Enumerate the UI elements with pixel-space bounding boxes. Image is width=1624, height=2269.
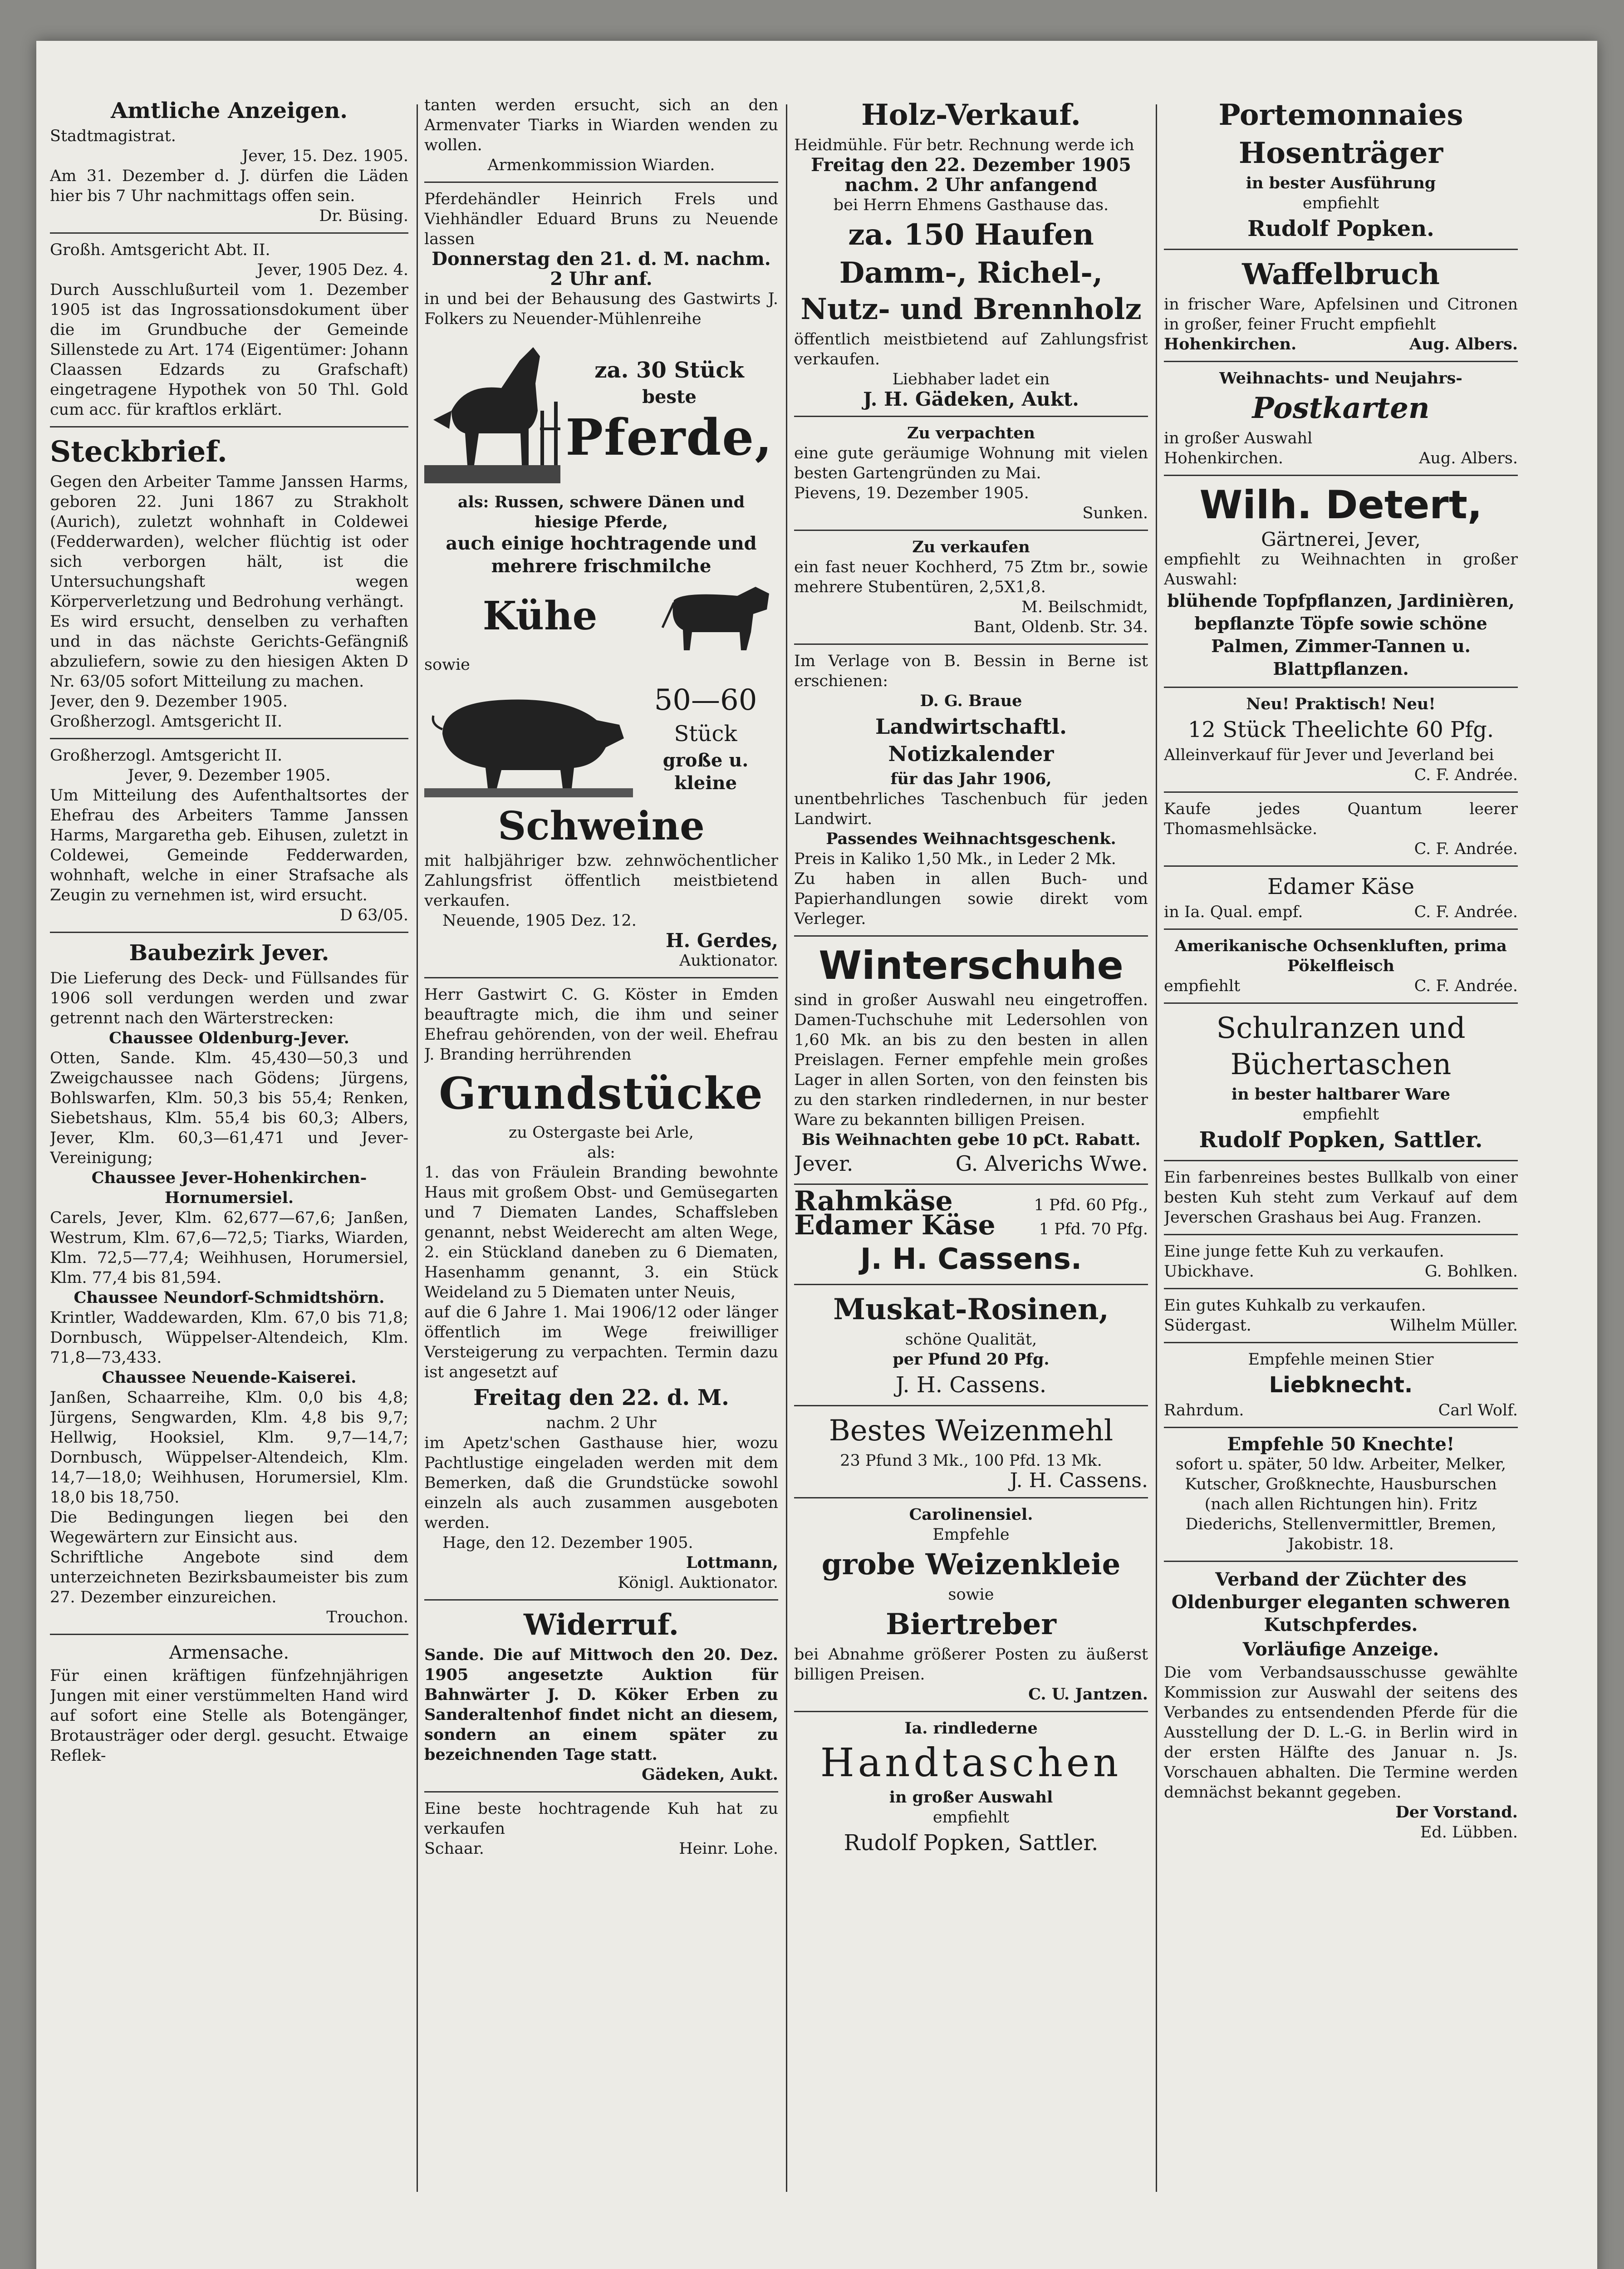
bull-row: [1164, 1400, 1518, 1420]
horse-text: [560, 355, 778, 467]
cow-illustration: [656, 578, 778, 655]
divider: [794, 1184, 1148, 1185]
divider: [1164, 1288, 1518, 1289]
divider: [424, 1791, 778, 1793]
raisins-title: Muskat-Rosinen,: [833, 1292, 1109, 1326]
book-description: unentbehrliches Taschenbuch für jeden Landwirt.: [794, 790, 1148, 828]
waffles-body: in frischer Ware, Apfelsinen und Citronen in großer, feiner Frucht empfiehlt: [1164, 295, 1518, 334]
postcards-title: Postkarten: [1252, 391, 1430, 425]
revocation-body: Sande. Die auf Mittwoch den 20. Dez. 1905 angesetzte Auktion für Bahnwärter J. D. Köker Erben zu Sanderaltenhof findet nicht an diesem, sondern an einem später zu bezeichnenden Tage statt.: [424, 1645, 778, 1764]
divider: [1164, 1234, 1518, 1235]
divider: [794, 1284, 1148, 1285]
flour-title: Bestes Weizenmehl: [829, 1414, 1114, 1448]
auction-intro: Pferdehändler Heinrich Frels und Viehhändler Eduard Bruns zu Neuende lassen: [424, 190, 778, 248]
edam-body: in Ia. Qual. empf.: [1164, 903, 1303, 921]
notice-body: Für einen kräftigen fünfzehnjährigen Jungen mit einer verstümmelten Hand wird auf sofort eine Stelle als Botengänger, Brotausträger oder dergl. gesucht. Etwaige Reflek-: [50, 1667, 408, 1765]
horse-illustration: [424, 329, 560, 492]
pig-text: [633, 680, 778, 796]
meat-title: Amerikanische Ochsenkluften, prima Pökelfleisch: [1175, 937, 1507, 975]
wood-sale-terms: öffentlich meistbietend auf Zahlungsfrist verkaufen.: [794, 330, 1148, 368]
flour-signature: J. H. Cassens.: [1010, 1469, 1148, 1492]
notice-body: Schriftliche Angebote sind dem unterzeichneten Bezirksbaumeister bis zum 27. Dezember einzureichen.: [50, 1548, 408, 1606]
lease-body: im Apetz'schen Gasthause hier, wozu Pachtlustige eingeladen werden mit dem Bemerken, daß die Grundstücke sowohl einzeln als auch zusammen ausgeboten werden.: [424, 1434, 778, 1532]
wood-sale-intro: Heidmühle. Für betr. Rechnung werde ich: [794, 136, 1134, 154]
book-intro: Im Verlage von B. Bessin in Berne ist erschienen:: [794, 652, 1148, 690]
wood-sale-date: Freitag den 22. Dezember 1905 nachm. 2 Uhr anfangend: [810, 154, 1131, 196]
book-gift: Passendes Weihnachtsgeschenk.: [826, 830, 1116, 848]
rent-body: eine gute geräumige Wohnung mit vielen besten Gartengründen zu Mai.: [794, 444, 1148, 482]
sale-location: Schaar.: [424, 1840, 484, 1858]
book-author: D. G. Braue: [920, 692, 1022, 710]
postcards-name: Aug. Albers.: [1419, 449, 1518, 467]
edam-title: Edamer Käse: [1267, 874, 1415, 899]
edam-signature: C. F. Andrée.: [1414, 903, 1518, 921]
candles-title: 12 Stück Theelichte 60 Pfg.: [1187, 717, 1494, 742]
cows-heading: Kühe: [482, 593, 598, 639]
breeders-title: Verband der Züchter des Oldenburger eleganten schweren Kutschpferdes.: [1171, 1569, 1511, 1635]
pig-count: 50—60: [654, 683, 757, 717]
horse-quality: beste: [642, 386, 697, 408]
edam-row: [1164, 902, 1518, 922]
calf-sale-row: [1164, 1316, 1518, 1336]
lease-location: zu Ostergaste bei Arle,: [509, 1124, 694, 1142]
candles-body: Alleinverkauf für Jever und Jeverland bei: [1164, 746, 1494, 764]
pig-illustration: [424, 675, 633, 802]
nursery-title: Wilh. Detert,: [1199, 482, 1482, 528]
notice-body: Die Lieferung des Deck- und Füllsandes für 1906 soll verdungen werden und zwar getrennt nach den Wärterstrecken:: [50, 969, 408, 1027]
waffles-signature-row: [1164, 334, 1518, 354]
candles-head: Neu! Praktisch! Neu!: [1246, 695, 1436, 713]
postcards-head: Weihnachts- und Neujahrs-: [1219, 369, 1462, 388]
labor-body: sofort u. später, 50 ldw. Arbeiter, Melker, Kutscher, Großknechte, Hausburschen (nach allen Richtungen hin). Fritz Diederichs, Stellenvermittler, Bremen, Jakobistr. 18.: [1175, 1455, 1506, 1553]
bull-location: Rahrdum.: [1164, 1401, 1244, 1419]
divider: [1164, 249, 1518, 250]
lease-time: nachm. 2 Uhr: [546, 1414, 657, 1432]
book-availability: Zu haben in allen Buch- und Papierhandlungen sowie direkt vom Verleger.: [794, 870, 1148, 928]
candles-signature: C. F. Andrée.: [1414, 766, 1518, 784]
divider: [50, 1634, 408, 1635]
wallets-signature: Rudolf Popken.: [1247, 216, 1434, 241]
bull-name: Carl Wolf.: [1438, 1401, 1518, 1419]
divider: [424, 1599, 778, 1601]
calf-sale-name: Wilhelm Müller.: [1390, 1316, 1518, 1335]
shoes-body: sind in großer Auswahl neu eingetroffen. Damen-Tuchschuhe mit Ledersohlen von 1,60 Mk. an bis zu den besten in allen Preislagen. Ferner empfehle mein großes Lager in allen Sorten, von den feinsten bis zu den starken rindledernen, in nur bester Ware zu bekannten billigen Preisen.: [794, 991, 1148, 1129]
auction-date: Donnerstag den 21. d. M. nachm. 2 Uhr anf.: [432, 248, 771, 290]
notice-body: Um Mitteilung des Aufenthaltsortes der Ehefrau des Arbeiters Tamme Janssen Harms, Margaretha geb. Eihusen, zuletzt in Coldewei, Gemeinde Fedderwarden, wohnhaft, welche in einer Strafsache als Zeugin zu vernehmen ist, wird ersucht.: [50, 786, 408, 904]
lease-date-line: Hage, den 12. Dezember 1905.: [442, 1534, 693, 1552]
calf-body: Ein farbenreines bestes Bullkalb von einer besten Kuh steht zum Verkauf auf dem Jeverschen Grashaus bei Aug. Franzen.: [1164, 1169, 1518, 1227]
horse-heading: Pferde,: [565, 408, 773, 467]
bull-body: Empfehle meinen Stier: [1248, 1351, 1434, 1369]
meat-signature: C. F. Andrée.: [1414, 977, 1518, 995]
road-list: Otten, Sande. Klm. 45,430—50,3 und Zweigchaussee nach Gödens; Jürgens, Bohlswarfen, Klm. 50,3 bis 55,4; Renken, Siebetshaus, Klm. 55,4 bis 60,3; Albers, Jever, Klm. 60,3—61,471 und Jever-Vereinigung;: [50, 1049, 408, 1167]
cheese-row-2: [794, 1209, 1148, 1241]
bags-title: Handtaschen: [820, 1740, 1122, 1786]
pig-sizes: große u. kleine: [662, 750, 749, 794]
waffles-name: Aug. Albers.: [1409, 335, 1518, 354]
divider: [1164, 687, 1518, 688]
cheese-price: 1 Pfd. 70 Pfg.: [1039, 1220, 1148, 1238]
bull-title: Liebknecht.: [1269, 1372, 1413, 1398]
revocation-title: Widerruf.: [523, 1608, 679, 1642]
road-heading: Chaussee Jever-Hohenkirchen-Hornumersiel.: [91, 1169, 367, 1207]
lease-items: 1. das von Fräulein Branding bewohnte Haus mit großem Obst- und Gemüsegarten und 7 Diematen Landes, Schaffsleben genannt, nebst Weiderecht am alten Wege, 2. ein Stückland daneben zu 6 Diematen, Hasenhamm genannt, 3. ein Stück Weideland zu 5 Diematen unter Neuis,: [424, 1164, 778, 1301]
divider: [794, 643, 1148, 645]
wood-sale-invite: Liebhaber ladet ein: [892, 370, 1050, 388]
divider: [424, 977, 778, 978]
column-2: [424, 95, 778, 2192]
meat-empfiehlt: empfiehlt: [1164, 977, 1241, 995]
breeders-body: Die vom Verbandsausschusse gewählte Kommission zur Auswahl der seitens des Verbandes zu entsendenden Pferde für die Ausstellung der D. L.-G. in Berlin wird in der ersten Hälfte des Januar n. Js. Vorschauen abhalten. Die Termine werden demnächst bekannt gegeben.: [1164, 1664, 1518, 1802]
lease-als: als:: [587, 1144, 615, 1162]
divider: [1164, 791, 1518, 793]
warrant-title: Steckbrief.: [50, 435, 227, 469]
postcards-signature-row: [1164, 448, 1518, 468]
horse-count: za. 30 Stück: [594, 358, 744, 383]
calf-sale-body: Ein gutes Kuhkalb zu verkaufen.: [1164, 1297, 1426, 1315]
lease-terms: auf die 6 Jahre 1. Mai 1906/12 oder länger öffentlich im Wege freiwilliger Versteigerung zu verpachten. Termin dazu ist angesetzt auf: [424, 1303, 778, 1381]
satchels-title: Schulranzen und Büchertaschen: [1216, 1012, 1466, 1081]
waffles-location: Hohenkirchen.: [1164, 335, 1297, 354]
auction-date-line: Neuende, 1905 Dez. 12.: [442, 912, 637, 930]
calf-sale-location: Südergast.: [1164, 1316, 1251, 1335]
wood-sale-location: bei Herrn Ehmens Gasthause das.: [833, 196, 1109, 214]
waffles-title: Waffelbruch: [1242, 257, 1440, 291]
notice-body: Durch Ausschlußurteil vom 1. Dezember 1905 ist das Ingrossationsdokument über die im Grundbuche der Gemeinde Sillenstede zu Art. 174 (Eigentümer: Johann Claassen Edzards zu Grafschaft) eingetragene Hypothek von 50 Thl. Gold cum acc. für kraftlos erklärt.: [50, 281, 408, 419]
auction-terms: mit halbjähriger bzw. zehnwöchentlicher Zahlungsfrist öffentlich meistbietend verkaufen.: [424, 852, 778, 910]
bags-selection: in großer Auswahl: [889, 1788, 1053, 1807]
cow-sale-name: G. Bohlken.: [1424, 1262, 1518, 1281]
shoes-offer: Bis Weihnachten gebe 10 pCt. Rabatt.: [801, 1130, 1141, 1149]
lease-date: Freitag den 22. d. M.: [473, 1385, 729, 1410]
horse-section: [424, 329, 778, 492]
pig-unit: Stück: [674, 721, 737, 747]
nursery-items: blühende Topfpflanzen, Jardinièren, bepflanzte Töpfe sowie schöne Palmen, Zimmer-Tannen u. Blattpflanzen.: [1167, 590, 1515, 679]
shoes-signature-row: [794, 1150, 1148, 1177]
wallets-quality: in bester Ausführung: [1246, 174, 1436, 192]
labor-title: Empfehle 50 Knechte!: [1227, 1434, 1455, 1455]
satchels-signature: Rudolf Popken, Sattler.: [1199, 1127, 1483, 1153]
book-price: Preis in Kaliko 1,50 Mk., in Leder 2 Mk.: [794, 850, 1116, 868]
bran-title-2: Biertreber: [885, 1607, 1057, 1641]
notice-issuer: Stadtmagistrat.: [50, 127, 176, 145]
notice-issuer: Großherzogl. Amtsgericht II.: [50, 747, 283, 765]
bran-signature: C. U. Jantzen.: [1028, 1685, 1148, 1704]
horse-breeds: als: Russen, schwere Dänen und hiesige Pferde,: [457, 493, 745, 531]
cheese-name: Edamer Käse: [794, 1209, 996, 1241]
bags-signature: Rudolf Popken, Sattler.: [844, 1830, 1099, 1856]
column-1: [50, 95, 408, 2192]
satchels-quality: in bester haltbarer Ware: [1231, 1085, 1451, 1104]
breeders-name: Ed. Lübben.: [1420, 1823, 1518, 1842]
notice-issuer: Großh. Amtsgericht Abt. II.: [50, 241, 270, 259]
divider: [794, 530, 1148, 531]
column-divider: [417, 104, 418, 2192]
nursery-body: empfiehlt zu Weihnachten in großer Auswahl:: [1164, 550, 1518, 589]
nursery-subtitle: Gärtnerei, Jever,: [1261, 528, 1421, 550]
auctioneer-role: Königl. Auktionator.: [618, 1574, 778, 1592]
lease-heading: Grundstücke: [439, 1068, 764, 1119]
notice-body: tanten werden ersucht, sich an den Armenvater Tiarks in Wiarden wenden zu wollen.: [424, 96, 778, 154]
divider: [1164, 475, 1518, 476]
notice-date: Jever, 15. Dez. 1905.: [242, 147, 408, 165]
divider: [1164, 1427, 1518, 1428]
cheese-signature: J. H. Cassens.: [860, 1243, 1082, 1276]
column-4: [1164, 95, 1518, 2192]
book-title: Landwirtschaftl. Notizkalender: [875, 714, 1067, 766]
sale-name: Heinr. Lohe.: [679, 1840, 778, 1858]
section-title: Armensache.: [169, 1642, 289, 1663]
sale-signature-row: [424, 1839, 778, 1859]
divider: [794, 1711, 1148, 1712]
road-heading: Chaussee Oldenburg-Jever.: [109, 1029, 349, 1047]
wood-sale-count: za. 150 Haufen: [848, 218, 1094, 252]
warrant-date: Jever, den 9. Dezember 1905.: [50, 692, 288, 711]
shoes-name: G. Alverichs Wwe.: [955, 1151, 1148, 1176]
pig-section: [424, 675, 778, 802]
divider: [1164, 361, 1518, 362]
section-title: Amtliche Anzeigen.: [111, 98, 348, 123]
newspaper-page: [36, 41, 1597, 2269]
cheese-name: Rahmkäse: [794, 1185, 953, 1217]
bran-location: Carolinensiel.: [909, 1505, 1033, 1524]
lease-intro: Herr Gastwirt C. G. Köster in Emden beauftragte mich, die ihm und seiner Ehefrau gehörenden, von der weil. Ehefrau J. Branding herrührenden: [424, 986, 778, 1064]
bran-empfehle: Empfehle: [932, 1526, 1010, 1544]
cow-section: [424, 578, 778, 655]
shoes-title: Winterschuhe: [819, 943, 1124, 988]
divider: [1164, 865, 1518, 867]
auctioneer-name: H. Gerdes,: [665, 929, 778, 952]
auction-location: in und bei der Behausung des Gastwirts J. Folkers zu Neuender-Mühlenreihe: [424, 290, 778, 328]
section-title: Baubezirk Jever.: [129, 940, 329, 966]
divider: [1164, 928, 1518, 930]
wood-sale-title: Holz-Verkauf.: [861, 98, 1081, 132]
bags-quality: Ia. rindlederne: [904, 1719, 1038, 1738]
divider: [424, 182, 778, 183]
road-list: Carels, Jever, Klm. 62,677—67,6; Janßen, Westrum, Klm. 67,6—72,5; Tiarks, Wiarden, Klm. 72,5—77,4; Weihhusen, Horumersiel, Klm. 77,4 bis 81,594.: [50, 1209, 408, 1287]
warrant-body: Es wird ersucht, denselben zu verhaften und in das nächste Gerichts-Gefängniß abzuliefern, sowie zu den hiesigen Akten D Nr. 63/05 sofort Mitteilung zu machen.: [50, 613, 408, 691]
divider: [1164, 1160, 1518, 1161]
breeders-subtitle: Vorläufige Anzeige.: [1242, 1639, 1439, 1660]
cow-sale-row: [1164, 1262, 1518, 1282]
wallets-empfiehlt: empfiehlt: [1302, 194, 1379, 212]
postcards-location: Hohenkirchen.: [1164, 449, 1284, 467]
revocation-signature: Gädeken, Aukt.: [642, 1765, 778, 1784]
bran-title: grobe Weizenkleie: [821, 1547, 1121, 1581]
notice-date: Jever, 9. Dezember 1905.: [128, 766, 331, 785]
notice-date: Jever, 1905 Dez. 4.: [257, 261, 408, 279]
auctioneer-role: Auktionator.: [679, 952, 778, 970]
road-heading: Chaussee Neuende-Kaiserei.: [102, 1368, 357, 1387]
cow-sale-body: Eine junge fette Kuh zu verkaufen.: [1164, 1243, 1444, 1261]
raisins-signature: J. H. Cassens.: [895, 1372, 1047, 1398]
flour-price: 23 Pfund 3 Mk., 100 Pfd. 13 Mk.: [840, 1452, 1102, 1470]
wood-sale-signature: J. H. Gädeken, Aukt.: [863, 388, 1079, 410]
divider: [50, 232, 408, 234]
divider: [50, 932, 408, 933]
divider: [1164, 1561, 1518, 1562]
notice-body: Am 31. Dezember d. J. dürfen die Läden hier bis 7 Uhr nachmittags offen sein.: [50, 167, 408, 205]
warrant-body: Gegen den Arbeiter Tamme Janssen Harms, geboren 22. Juni 1867 zu Strakholt (Aurich), zuletzt wohnhaft in Coldewei (Fedderwarden), welcher flüchtig ist oder sich verborgen hält, ist die Untersuchungshaft wegen Körperverletzung und Bedrohung verhängt.: [50, 473, 408, 611]
divider: [794, 1497, 1148, 1498]
breeders-signature: Der Vorstand.: [1395, 1803, 1518, 1822]
book-year: für das Jahr 1906,: [890, 770, 1052, 788]
notice-body: Die Bedingungen liegen bei den Wegewärtern zur Einsicht aus.: [50, 1508, 408, 1547]
divider: [1164, 1002, 1518, 1004]
satchels-empfiehlt: empfiehlt: [1302, 1105, 1379, 1124]
rent-title: Zu verpachten: [907, 424, 1035, 442]
divider: [50, 738, 408, 739]
suspenders-title: Hosenträger: [1238, 136, 1443, 170]
sale-address: Bant, Oldenb. Str. 34.: [973, 618, 1148, 636]
pigs-heading: Schweine: [498, 803, 705, 849]
sale-body: Eine beste hochtragende Kuh hat zu verkaufen: [424, 1800, 778, 1838]
auctioneer-name: Lottmann,: [686, 1553, 778, 1572]
bran-sowie: sowie: [948, 1586, 994, 1604]
road-heading: Chaussee Neundorf-Schmidtshörn.: [74, 1288, 385, 1307]
divider: [1164, 1342, 1518, 1343]
column-divider: [786, 104, 787, 2192]
sale-body: ein fast neuer Kochherd, 75 Ztm br., sowie mehrere Stubentüren, 2,5X1,8.: [794, 558, 1148, 596]
cow-sale-location: Ubickhave.: [1164, 1262, 1254, 1281]
divider: [794, 935, 1148, 937]
bran-body: bei Abnahme größerer Posten zu äußerst billigen Preisen.: [794, 1645, 1148, 1684]
sacks-body: Kaufe jedes Quantum leerer Thomasmehlsäcke.: [1164, 800, 1518, 838]
notice-signature: Dr. Büsing.: [319, 207, 408, 225]
divider: [794, 416, 1148, 417]
sale-name: M. Beilschmidt,: [1021, 598, 1148, 616]
warrant-signature: Großherzogl. Amtsgericht II.: [50, 712, 283, 731]
column-3: [794, 95, 1148, 2192]
cows-intro: auch einige hochtragende und mehrere frischmilche: [446, 533, 757, 577]
divider: [794, 1405, 1148, 1406]
road-list: Janßen, Schaarreihe, Klm. 0,0 bis 4,8; Jürgens, Sengwarden, Klm. 4,8 bis 9,7; Hellwig, Hooksiel, Klm. 9,7—14,7; Dornbusch, Wüppelser-Altendeich, Klm. 14,7—18,0; Weihhusen, Horumersiel, Klm. 18,0 bis 18,750.: [50, 1389, 408, 1507]
meat-row: [1164, 976, 1518, 996]
road-list: Krintler, Waddewarden, Klm. 67,0 bis 71,8; Dornbusch, Wüppelser-Altendeich, Klm. 71,8—73,433.: [50, 1309, 408, 1367]
sale-title: Zu verkaufen: [912, 538, 1030, 556]
sowie-text: sowie: [424, 656, 470, 674]
wallets-title: Portemonnaies: [1218, 98, 1463, 132]
wood-sale-types: Damm-, Richel-, Nutz- und Brennholz: [800, 256, 1142, 326]
sacks-signature: C. F. Andrée.: [1414, 840, 1518, 858]
rent-date: Pievens, 19. Dezember 1905.: [794, 484, 1029, 502]
column-divider: [1156, 104, 1157, 2192]
notice-signature: Trouchon.: [326, 1608, 408, 1626]
notice-reference: D 63/05.: [339, 906, 408, 924]
raisins-price: per Pfund 20 Pfg.: [893, 1350, 1050, 1369]
rent-name: Sunken.: [1082, 504, 1148, 522]
bags-empfiehlt: empfiehlt: [932, 1808, 1010, 1827]
postcards-body: in großer Auswahl: [1164, 429, 1313, 447]
raisins-quality: schöne Qualität,: [905, 1331, 1037, 1349]
shoes-location: Jever.: [794, 1151, 854, 1176]
notice-signature: Armenkommission Wiarden.: [487, 156, 715, 174]
divider: [50, 426, 408, 427]
cheese-price: 1 Pfd. 60 Pfg.,: [1034, 1196, 1148, 1214]
